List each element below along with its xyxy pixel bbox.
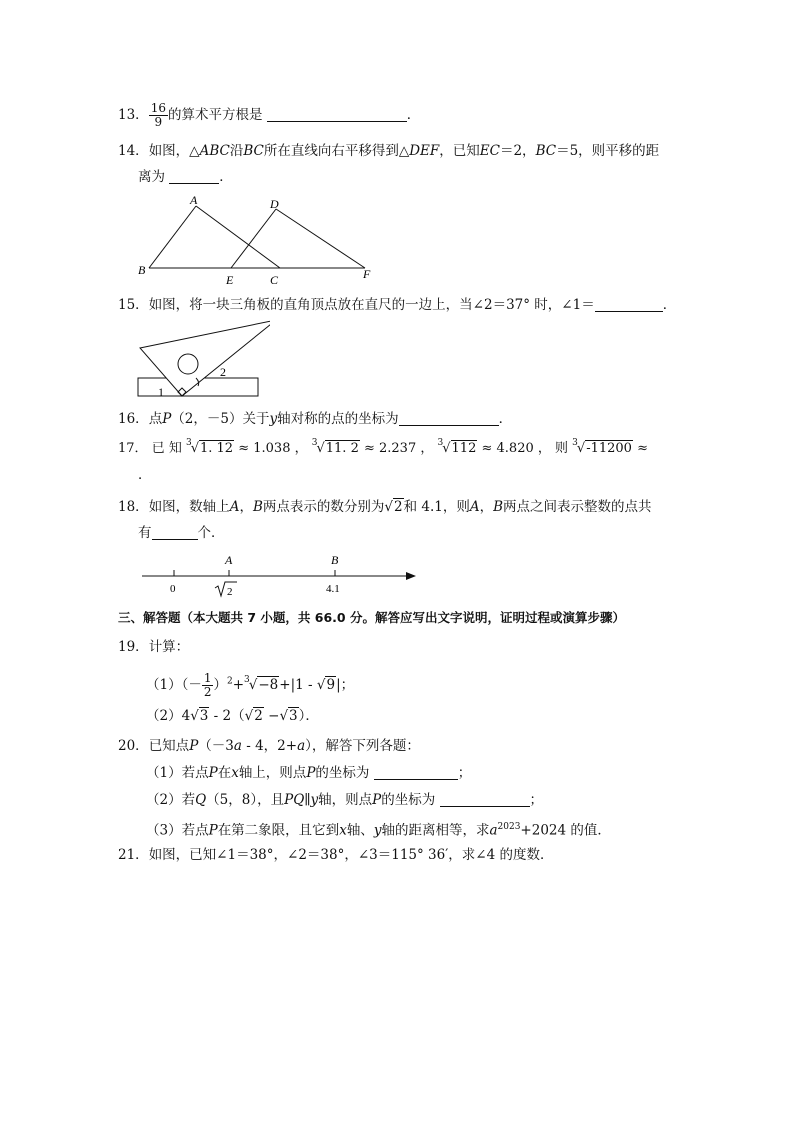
point-b: B <box>493 499 503 515</box>
question-20-part-3 <box>146 818 611 840</box>
answer-blank[interactable] <box>440 792 530 807</box>
question-14-line-1 <box>118 142 659 160</box>
question-18-line-2 <box>138 524 225 542</box>
answer-blank[interactable] <box>169 169 219 184</box>
square-root: √3 <box>279 708 298 724</box>
text: （3）若点 <box>146 822 209 839</box>
text: |； <box>336 677 355 693</box>
radicand: 112 <box>451 441 477 456</box>
value: ≈ 4.820 ， 则 <box>481 441 569 456</box>
radicand: 9 <box>326 677 336 693</box>
point-p: P <box>208 822 218 839</box>
text: ，已知 <box>439 143 480 159</box>
part-label: （2）4 <box>146 708 191 724</box>
text: − <box>263 708 280 724</box>
text: 的坐标为 <box>315 765 370 781</box>
segment-bc: BC <box>243 143 264 159</box>
text: （2）若 <box>146 792 196 808</box>
text: 有 <box>138 525 152 541</box>
text: 所在直线向右平移得到△ <box>263 143 410 159</box>
question-18-line-1 <box>118 498 652 516</box>
side-ab <box>149 206 196 268</box>
cube-root: $^3$√-11200 <box>572 438 632 456</box>
text: 在 <box>217 765 232 781</box>
axis-y: y <box>310 792 319 808</box>
text: + <box>232 677 245 693</box>
text: 如图，△ <box>148 143 200 159</box>
figure-triangle-translation <box>130 190 380 290</box>
fraction <box>202 672 214 699</box>
text: 离为 <box>138 169 165 185</box>
square-root: √2 <box>384 499 403 515</box>
point-a: A <box>469 499 480 515</box>
text: （－ <box>181 677 202 693</box>
text: 已知点 <box>148 738 190 754</box>
side-de <box>231 209 276 268</box>
question-number: 13． <box>118 107 149 123</box>
radicand: 1. 12 <box>200 441 234 456</box>
question-number: 19． <box>118 639 149 655</box>
section-3-title: 三、解答题（本大题共 7 小题，共 66.0 分。解答应写出文字说明，证明过程或演算步骤） <box>118 610 625 625</box>
text: 轴上，则点 <box>238 765 307 781</box>
question-15 <box>118 296 676 314</box>
square-root: √9 <box>316 677 336 693</box>
question-number: 15． <box>118 297 149 313</box>
value: ≈ 1.038 ， <box>238 441 308 456</box>
point-p: P <box>162 411 172 427</box>
period: ． <box>138 467 152 483</box>
question-20 <box>118 737 420 755</box>
period: ． <box>498 411 513 427</box>
text: ； <box>529 792 544 808</box>
text: 轴，则点 <box>318 792 373 808</box>
text: ； <box>457 765 472 781</box>
text: ∥ <box>304 792 311 808</box>
question-20-part-1 <box>146 764 471 782</box>
radicand: 2 <box>393 499 403 515</box>
root-index: 3 <box>572 438 578 448</box>
question-number: 16． <box>118 411 149 427</box>
text: 如图，数轴上 <box>148 499 230 515</box>
variable-a: a <box>297 738 306 754</box>
text: 的坐标为 <box>381 792 436 808</box>
radicand: 3 <box>289 708 298 724</box>
triangle-def: DEF <box>409 143 440 159</box>
label-e: E <box>226 273 234 287</box>
answer-blank[interactable] <box>399 411 499 426</box>
text: +|1 - <box>279 677 317 693</box>
cube-root: $^3$√−8 <box>244 675 279 693</box>
text: 点 <box>148 411 163 427</box>
period: ． <box>662 297 677 313</box>
label-d: D <box>270 197 279 211</box>
point-p: P <box>372 792 382 808</box>
point-q: Q <box>195 792 207 808</box>
label-b: B <box>138 263 146 277</box>
square-root: √2 <box>244 708 263 724</box>
text: （5，8），且 <box>206 792 285 808</box>
point-a: A <box>229 499 240 515</box>
question-13 <box>118 102 420 129</box>
text: 轴、 <box>346 822 374 839</box>
exponent: 2023 <box>497 822 521 832</box>
radicand: 2 <box>254 708 263 724</box>
fraction-denominator: 2 <box>203 685 212 699</box>
label-angle-1: 1 <box>158 385 164 399</box>
root-index: 3 <box>185 438 192 448</box>
text: 两点表示的数分别为 <box>262 499 385 515</box>
question-number: 14． <box>118 143 149 159</box>
question-number: 18． <box>118 499 149 515</box>
text: 两点之间表示整数的点共 <box>503 499 652 515</box>
text: （1）若点 <box>146 765 209 781</box>
question-text: 的算术平方根是 <box>167 107 263 123</box>
point-p: P <box>208 765 218 781</box>
text: 在第二象限，且它到 <box>217 822 340 839</box>
part-label: （1） <box>146 677 182 693</box>
text: - 4，2+ <box>241 738 298 754</box>
axis-y: y <box>373 822 382 839</box>
cube-root: $^3$√112 <box>437 438 477 456</box>
axis-y: y <box>269 411 278 427</box>
figure-ruler-triangle <box>130 318 270 404</box>
radicand: 3 <box>199 708 209 724</box>
question-21 <box>118 846 554 864</box>
question-text: 如图，已知∠1＝38°，∠2＝38°，∠3＝115° 36′，求∠4 的度数． <box>148 847 554 863</box>
text: +2024 的值． <box>520 822 611 839</box>
period: ． <box>406 107 421 123</box>
question-19-part-1 <box>146 672 354 699</box>
period: ． <box>219 169 233 185</box>
segment-bc: BC <box>535 143 557 159</box>
label-c: C <box>270 273 279 287</box>
figure-number-line <box>138 550 428 600</box>
text: 沿 <box>229 143 244 159</box>
axis-x: x <box>231 765 239 781</box>
answer-blank[interactable] <box>267 107 407 122</box>
question-17 <box>118 440 648 459</box>
value: ≈ 2.237 ， <box>363 441 434 456</box>
text: （－3 <box>198 738 234 754</box>
question-number: 21． <box>118 847 149 863</box>
text: ＝5，则平移的距 <box>556 143 660 159</box>
arrow-right-icon <box>406 572 416 580</box>
point-p: P <box>189 738 199 754</box>
square-root: √3 <box>190 708 209 724</box>
radicand: 11. 2 <box>325 441 359 456</box>
root-index: 3 <box>311 438 318 448</box>
text: ）． <box>298 708 319 724</box>
point-b: B <box>252 499 263 515</box>
cube-root: $^3$√1. 12 <box>185 438 234 456</box>
root-index: 3 <box>437 438 444 448</box>
answer-blank[interactable] <box>595 297 663 312</box>
text: 轴的距离相等，求 <box>381 822 490 839</box>
radicand: -11200 <box>586 441 632 456</box>
label-4-1: 4.1 <box>326 583 340 595</box>
text: ， <box>239 499 253 515</box>
fraction-numerator: 16 <box>150 101 166 115</box>
variable-a: a <box>489 822 498 839</box>
radicand: −8 <box>258 677 279 693</box>
side-df <box>276 209 365 268</box>
fraction-numerator: 1 <box>203 671 212 685</box>
question-number: 20． <box>118 738 149 754</box>
question-19 <box>118 638 189 656</box>
text: - 2（ <box>209 708 245 724</box>
value: ≈ <box>637 441 648 456</box>
sqrt-icon <box>215 582 237 596</box>
exponent: 2 <box>226 676 233 687</box>
point-p: P <box>306 765 316 781</box>
label-b: B <box>331 553 339 567</box>
question-19-part-2 <box>146 707 319 725</box>
text: 已 知 <box>151 441 182 456</box>
question-16 <box>118 410 512 428</box>
text: 个． <box>197 525 225 541</box>
label-a: A <box>190 193 198 207</box>
question-20-part-2 <box>146 791 543 809</box>
answer-blank[interactable] <box>374 765 458 780</box>
question-number: 17． <box>118 441 148 456</box>
fraction-denominator: 9 <box>154 115 163 129</box>
question-text: 如图，将一块三角板的直角顶点放在直尺的一边上，当∠2＝37° 时，∠1＝ <box>148 297 595 313</box>
answer-blank[interactable] <box>152 525 198 540</box>
label-angle-2: 2 <box>220 365 226 379</box>
label-f: F <box>363 267 371 281</box>
segment-pq: PQ <box>284 792 305 808</box>
root-index: 3 <box>244 675 250 685</box>
text: 轴对称的点的坐标为 <box>277 411 399 427</box>
text: 和 4.1，则 <box>403 499 470 515</box>
cube-root: $^3$√11. 2 <box>311 438 359 456</box>
question-14-line-2 <box>138 168 233 186</box>
variable-a: a <box>233 738 242 754</box>
text: ） <box>213 677 227 693</box>
text: ），解答下列各题： <box>305 738 420 754</box>
fraction <box>149 102 168 129</box>
text: （2，－5）关于 <box>171 411 270 427</box>
text: ， <box>479 499 494 515</box>
axis-x: x <box>339 822 347 839</box>
segment-ec: EC <box>479 143 500 159</box>
question-text: 计算： <box>148 639 190 655</box>
question-17-end <box>138 466 152 484</box>
triangle-abc: ABC <box>199 143 230 159</box>
label-a: A <box>225 553 233 567</box>
label-zero: 0 <box>170 583 176 595</box>
text: ＝2， <box>499 143 536 159</box>
label-sqrt2: 2 <box>227 586 233 598</box>
